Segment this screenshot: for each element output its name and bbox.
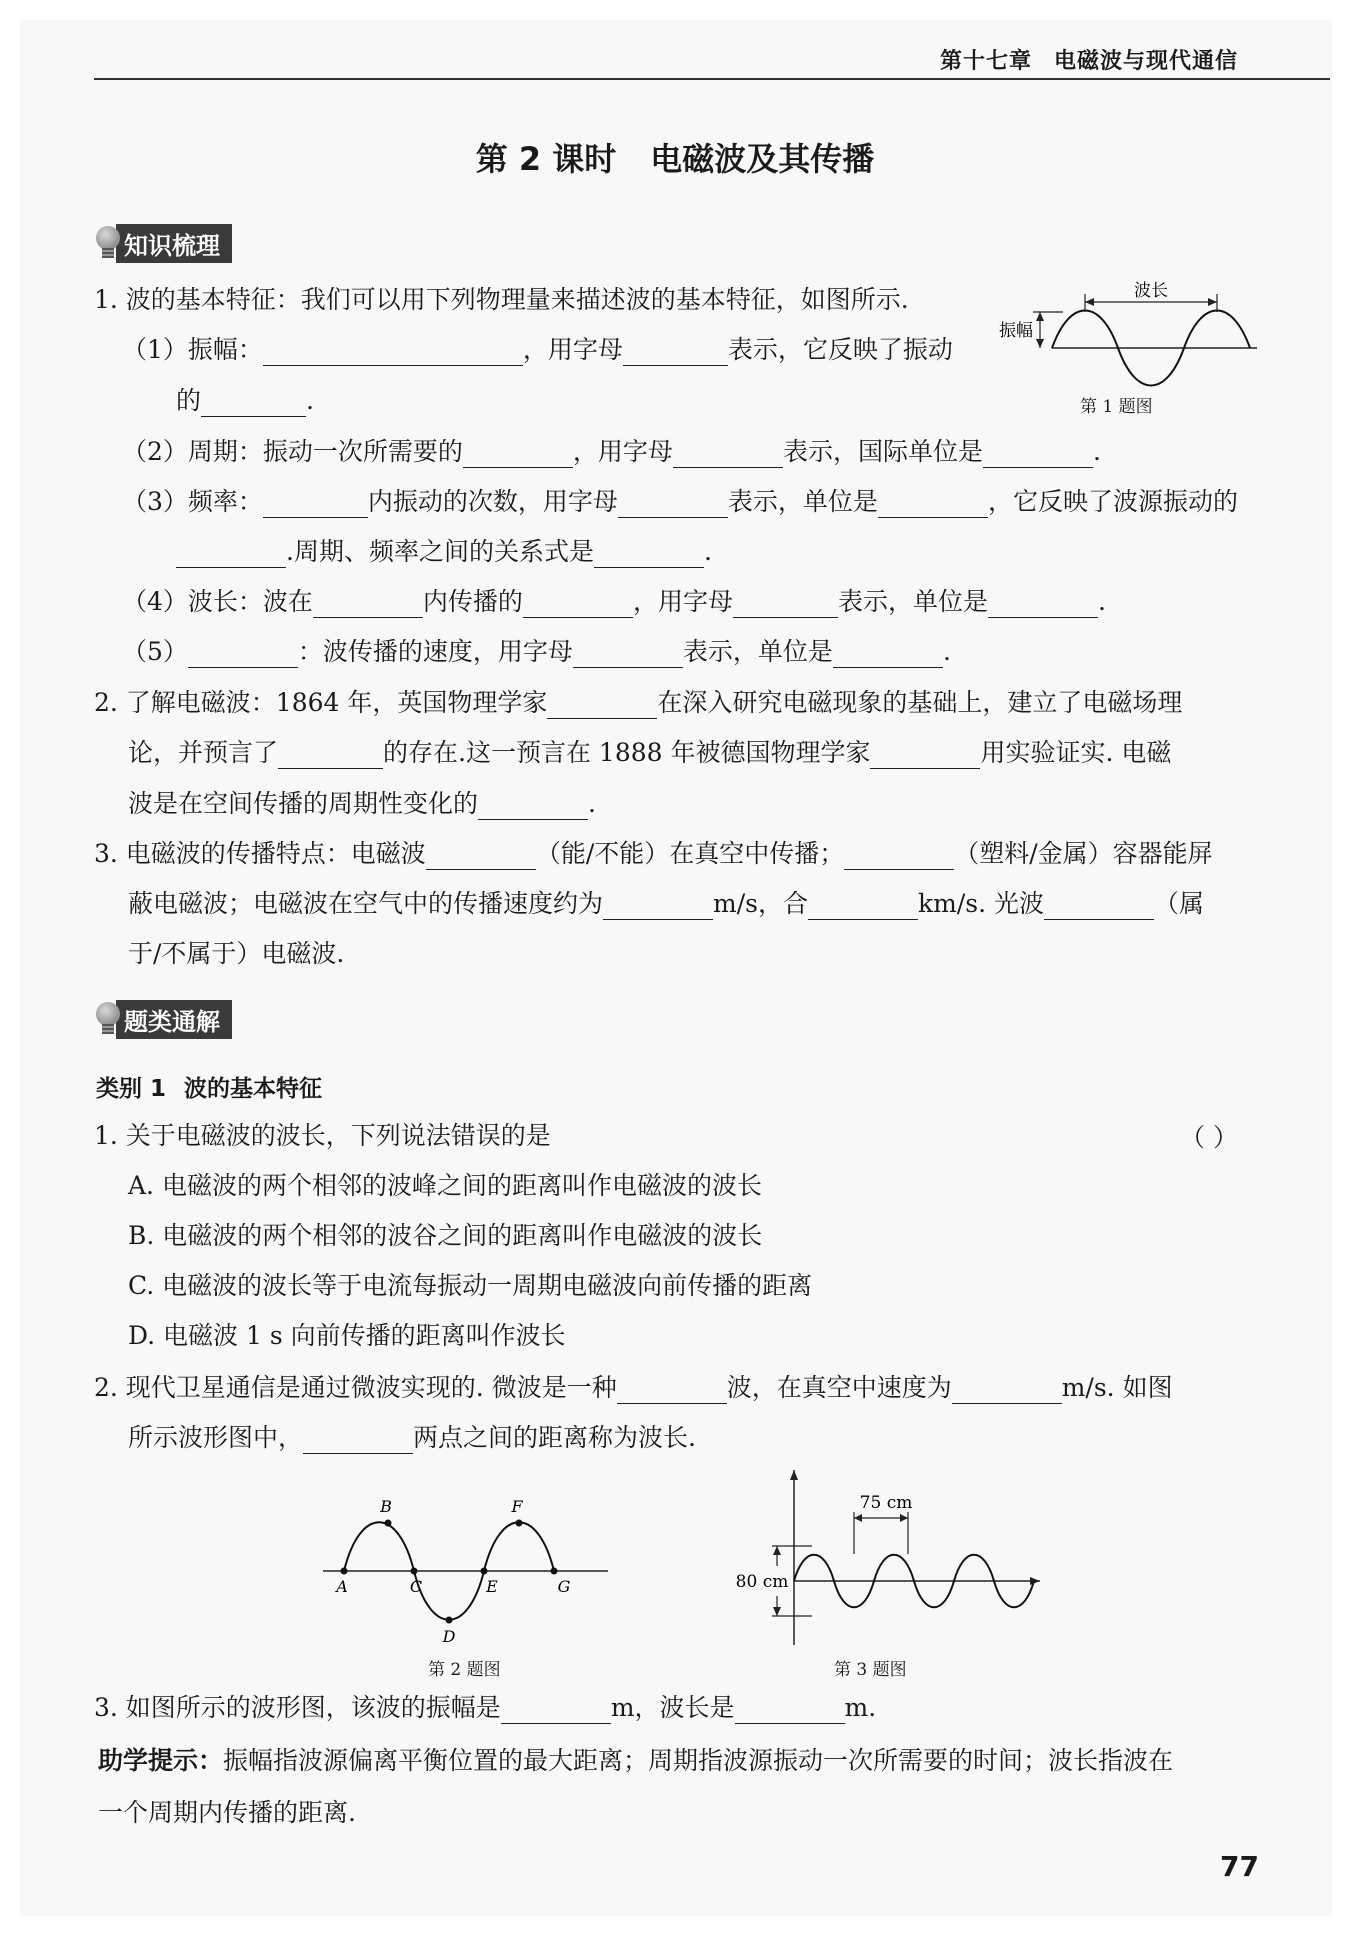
page-number: 77 [1220, 1850, 1259, 1883]
hint-text-line1: 振幅指波源偏离平衡位置的最大距离；周期指波源振动一次所需要的时间；波长指波在 [223, 1746, 1174, 1775]
chapter-title: 电磁波与现代通信 [1054, 49, 1239, 74]
q2-line1: 2. 了解电磁波：1864 年，英国物理学家 在深入研究电磁现象的基础上，建立了电磁场理 [94, 688, 1183, 717]
q1-part5: （5） ：波传播的速度，用字母 表示，单位是 . [122, 637, 951, 666]
answer-blank[interactable] [278, 742, 383, 769]
answer-blank[interactable] [623, 339, 728, 366]
answer-blank[interactable] [478, 793, 588, 820]
category-name: 波的基本特征 [184, 1076, 323, 1102]
fig2-label-a: A [336, 1577, 348, 1596]
fig2-point-c [411, 1568, 418, 1575]
fig2-point-b [385, 1520, 392, 1527]
study-hint [98, 1735, 1173, 1839]
lesson-number: 第 2 课时 [475, 140, 617, 178]
lesson-title [0, 134, 1350, 180]
fig2-label-d: D [442, 1627, 456, 1646]
answer-blank[interactable] [1044, 893, 1154, 920]
e1-stem: 1. 关于电磁波的波长，下列说法错误的是 [94, 1121, 551, 1150]
q1-part3: （3）频率： 内振动的次数，用字母 表示，单位是 ，它反映了波源振动的 [122, 487, 1238, 516]
answer-blank[interactable] [426, 843, 536, 870]
section-label-examples [94, 1002, 232, 1036]
e3-line: 3. 如图所示的波形图，该波的振幅是 m，波长是 m. [94, 1693, 877, 1722]
fig2-point-a [341, 1568, 348, 1575]
lightbulb-icon [94, 226, 120, 260]
q3-line1: 3. 电磁波的传播特点：电磁波 （能/不能）在真空中传播； （塑料/金属）容器能屏 [94, 839, 1213, 868]
lightbulb-icon [94, 1002, 120, 1036]
e1-option-b[interactable]: B. 电磁波的两个相邻的波谷之间的距离叫作电磁波的波长 [128, 1221, 763, 1250]
section-label-text: 题类通解 [116, 1000, 232, 1039]
q1-part4: （4）波长：波在 内传播的 ，用字母 表示，单位是 . [122, 587, 1106, 616]
answer-blank[interactable] [201, 390, 306, 417]
fig2-label-c: C [409, 1577, 423, 1596]
answer-blank[interactable] [303, 1427, 413, 1454]
answer-blank[interactable] [547, 692, 657, 719]
q2-line3: 波是在空间传播的周期性变化的 . [128, 789, 596, 818]
lesson-name: 电磁波及其传播 [650, 140, 875, 178]
fig3-wavelength-label: 75 cm [859, 1493, 913, 1513]
q1-part1: （1）振幅： ，用字母 表示，它反映了振动 [122, 335, 953, 364]
fig3-amplitude-label: 80 cm [735, 1572, 789, 1592]
answer-blank[interactable] [733, 591, 838, 618]
fig2-label-b: B [380, 1497, 392, 1516]
answer-blank[interactable] [188, 641, 298, 668]
hint-text-line2: 一个周期内传播的距离. [98, 1798, 356, 1827]
answer-blank[interactable] [263, 339, 523, 366]
e2-line1: 2. 现代卫星通信是通过微波实现的. 微波是一种 波，在真空中速度为 m/s. 如图 [94, 1373, 1173, 1402]
e1-option-a[interactable]: A. 电磁波的两个相邻的波峰之间的距离叫作电磁波的波长 [128, 1171, 762, 1200]
answer-blank[interactable] [735, 1697, 845, 1724]
fig2-label-f: F [511, 1497, 523, 1516]
answer-blank[interactable] [313, 591, 423, 618]
section-label-text: 知识梳理 [116, 224, 232, 263]
answer-blank[interactable] [603, 893, 713, 920]
answer-blank[interactable] [673, 441, 783, 468]
answer-blank[interactable] [176, 541, 286, 568]
q2-line2: 论，并预言了 的存在.这一预言在 1888 年被德国物理学家 用实验证实. 电磁 [128, 738, 1172, 767]
answer-blank[interactable] [617, 1377, 727, 1404]
fig1-wavelength-label: 波长 [1134, 281, 1168, 301]
category-title [96, 1070, 322, 1103]
fig2-caption: 第 2 题图 [428, 1660, 501, 1680]
q1-part2: （2）周期：振动一次所需要的 ，用字母 表示，国际单位是 . [122, 437, 1101, 466]
answer-blank[interactable] [870, 742, 980, 769]
fig2-point-d [446, 1617, 453, 1624]
fig2-point-e [481, 1568, 488, 1575]
q3-line2: 蔽电磁波；电磁波在空气中的传播速度约为 m/s，合 km/s. 光波 （属 [128, 889, 1205, 918]
answer-blank[interactable] [263, 491, 368, 518]
category-number: 类别 1 [96, 1076, 167, 1102]
e1-answer-paren[interactable]: （ ） [1180, 1123, 1238, 1152]
answer-blank[interactable] [573, 641, 683, 668]
answer-blank[interactable] [988, 591, 1098, 618]
e1-option-c[interactable]: C. 电磁波的波长等于电流每振动一周期电磁波向前传播的距离 [128, 1271, 813, 1300]
q1-part1-cont: 的 . [176, 386, 314, 415]
q3-line3: 于/不属于）电磁波. [128, 939, 345, 968]
fig1-caption: 第 1 题图 [1080, 397, 1153, 417]
answer-blank[interactable] [844, 843, 954, 870]
q1-part3-cont: .周期、频率之间的关系式是 . [176, 536, 712, 568]
answer-blank[interactable] [878, 491, 988, 518]
header-rule [94, 78, 1330, 80]
hint-label: 助学提示： [98, 1746, 224, 1775]
fig2-label-e: E [486, 1577, 498, 1596]
answer-blank[interactable] [523, 591, 633, 618]
figure-2-wave-diagram [318, 1470, 618, 1650]
fig1-amplitude-label: 振幅 [999, 321, 1033, 341]
fig2-point-g [551, 1568, 558, 1575]
answer-blank[interactable] [618, 491, 728, 518]
figure-3-wave-diagram [722, 1470, 1042, 1650]
answer-blank[interactable] [833, 641, 943, 668]
fig2-point-f [516, 1520, 523, 1527]
answer-blank[interactable] [594, 541, 704, 568]
chapter-number: 第十七章 [940, 49, 1033, 74]
e2-line2: 所示波形图中， 两点之间的距离称为波长. [128, 1423, 696, 1452]
answer-blank[interactable] [463, 441, 573, 468]
chapter-header [940, 44, 1238, 75]
answer-blank[interactable] [501, 1697, 611, 1724]
section-label-knowledge [94, 226, 232, 260]
fig2-label-g: G [557, 1577, 571, 1596]
fig3-caption: 第 3 题图 [834, 1660, 907, 1680]
answer-blank[interactable] [808, 893, 918, 920]
answer-blank[interactable] [983, 441, 1093, 468]
q1-intro: 1. 波的基本特征：我们可以用下列物理量来描述波的基本特征，如图所示. [94, 285, 909, 314]
answer-blank[interactable] [952, 1377, 1062, 1404]
e1-option-d[interactable]: D. 电磁波 1 s 向前传播的距离叫作波长 [128, 1321, 566, 1350]
